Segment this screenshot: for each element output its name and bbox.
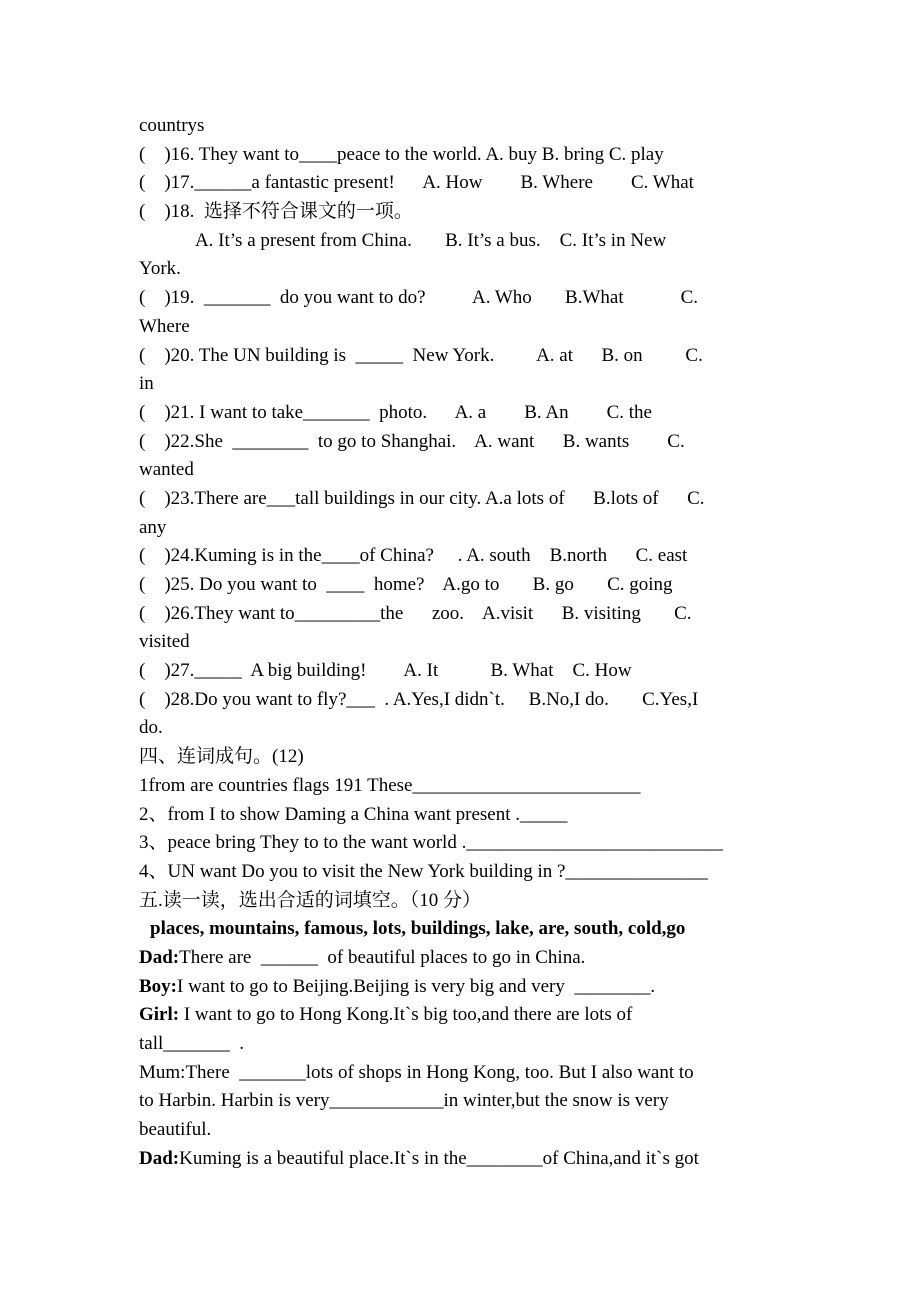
question-22: ( )22.She ________ to go to Shanghai. A. want B. wants C. <box>139 430 685 452</box>
question-20: ( )20. The UN building is _____ New York. A. at B. on C. <box>139 344 703 366</box>
dialogue-line <box>139 1087 784 1116</box>
question-18-options: A. It’s a present from China. B. It’s a bus. C. It’s in New <box>139 229 667 251</box>
dialogue-text: Kuming is a beautiful place.It`s in the________of China,and it`s got <box>179 1147 699 1169</box>
dialogue-line <box>139 1059 784 1088</box>
dialogue-text: I want to go to Hong Kong.It`s big too,and there are lots of <box>179 1004 633 1026</box>
speaker-label: Girl: <box>139 1004 180 1026</box>
text-line: countrys <box>139 115 205 136</box>
speaker-label: Boy: <box>139 975 177 997</box>
speaker-label: Dad: <box>139 946 180 968</box>
dialogue-text: I want to go to Beijing.Beijing is very big and very ________. <box>177 975 656 997</box>
worksheet-page <box>139 112 784 1173</box>
dialogue-line <box>139 1001 784 1030</box>
text-line: do. <box>139 717 163 739</box>
question-19: ( )19. _______ do you want to do? A. Who B.What C. <box>139 287 699 309</box>
section-5-heading: 五.读一读，选出合适的词填空。（10 分） <box>139 889 482 911</box>
question-16: ( )16. They want to____peace to the world. A. buy B. bring C. play <box>139 143 664 165</box>
question-26: ( )26.They want to_________the zoo. A.visit B. visiting C. <box>139 602 692 624</box>
speaker-label: Dad: <box>139 1147 180 1169</box>
dialogue-text: tall_______ . <box>139 1033 245 1054</box>
dialogue-line <box>139 973 784 1002</box>
question-17: ( )17.______a fantastic present! A. How B. Where C. What <box>139 172 694 194</box>
text-line: any <box>139 516 167 538</box>
text-line: in <box>139 373 154 395</box>
text-line: wanted <box>139 459 194 481</box>
dialogue-line <box>139 944 784 973</box>
sentence-item-2: 2、from I to show Daming a China want present ._____ <box>139 803 568 825</box>
dialogue-line <box>139 1145 784 1174</box>
question-21: ( )21. I want to take_______ photo. A. a B. An C. the <box>139 401 652 423</box>
dialogue-text: beautiful. <box>139 1119 212 1141</box>
sentence-item-4: 4、UN want Do you to visit the New York building in ?_______________ <box>139 860 708 882</box>
question-27: ( )27._____ A big building! A. It B. What C. How <box>139 660 632 682</box>
question-25: ( )25. Do you want to ____ home? A.go to B. go C. going <box>139 574 673 595</box>
text-line: Where <box>139 315 190 337</box>
dialogue-line <box>139 1116 784 1145</box>
word-bank: places, mountains, famous, lots, buildings, lake, are, south, cold,go <box>150 918 686 940</box>
question-18: ( )18. 选择不符合课文的一项。 <box>139 201 413 223</box>
dialogue-text: to Harbin. Harbin is very____________in winter,but the snow is very <box>139 1090 669 1112</box>
question-24: ( )24.Kuming is in the____of China? . A. south B.north C. east <box>139 545 688 567</box>
section-4-heading: 四、连词成句。(12) <box>139 746 304 768</box>
sentence-item-1: 1from are countries flags 191 These________________________ <box>139 774 641 796</box>
dialogue-text: There are ______ of beautiful places to go in China. <box>179 946 586 968</box>
text-line: visited <box>139 631 190 653</box>
question-28: ( )28.Do you want to fly?___ . A.Yes,I didn`t. B.No,I do. C.Yes,I <box>139 688 699 710</box>
text-line: York. <box>139 258 181 280</box>
sentence-item-3: 3、peace bring They to to the want world .___________________________ <box>139 832 723 854</box>
dialogue-text: Mum:There _______lots of shops in Hong Kong, too. But I also want to <box>139 1061 694 1083</box>
question-23: ( )23.There are___tall buildings in our city. A.a lots of B.lots of C. <box>139 487 705 509</box>
dialogue-line <box>139 1030 784 1059</box>
